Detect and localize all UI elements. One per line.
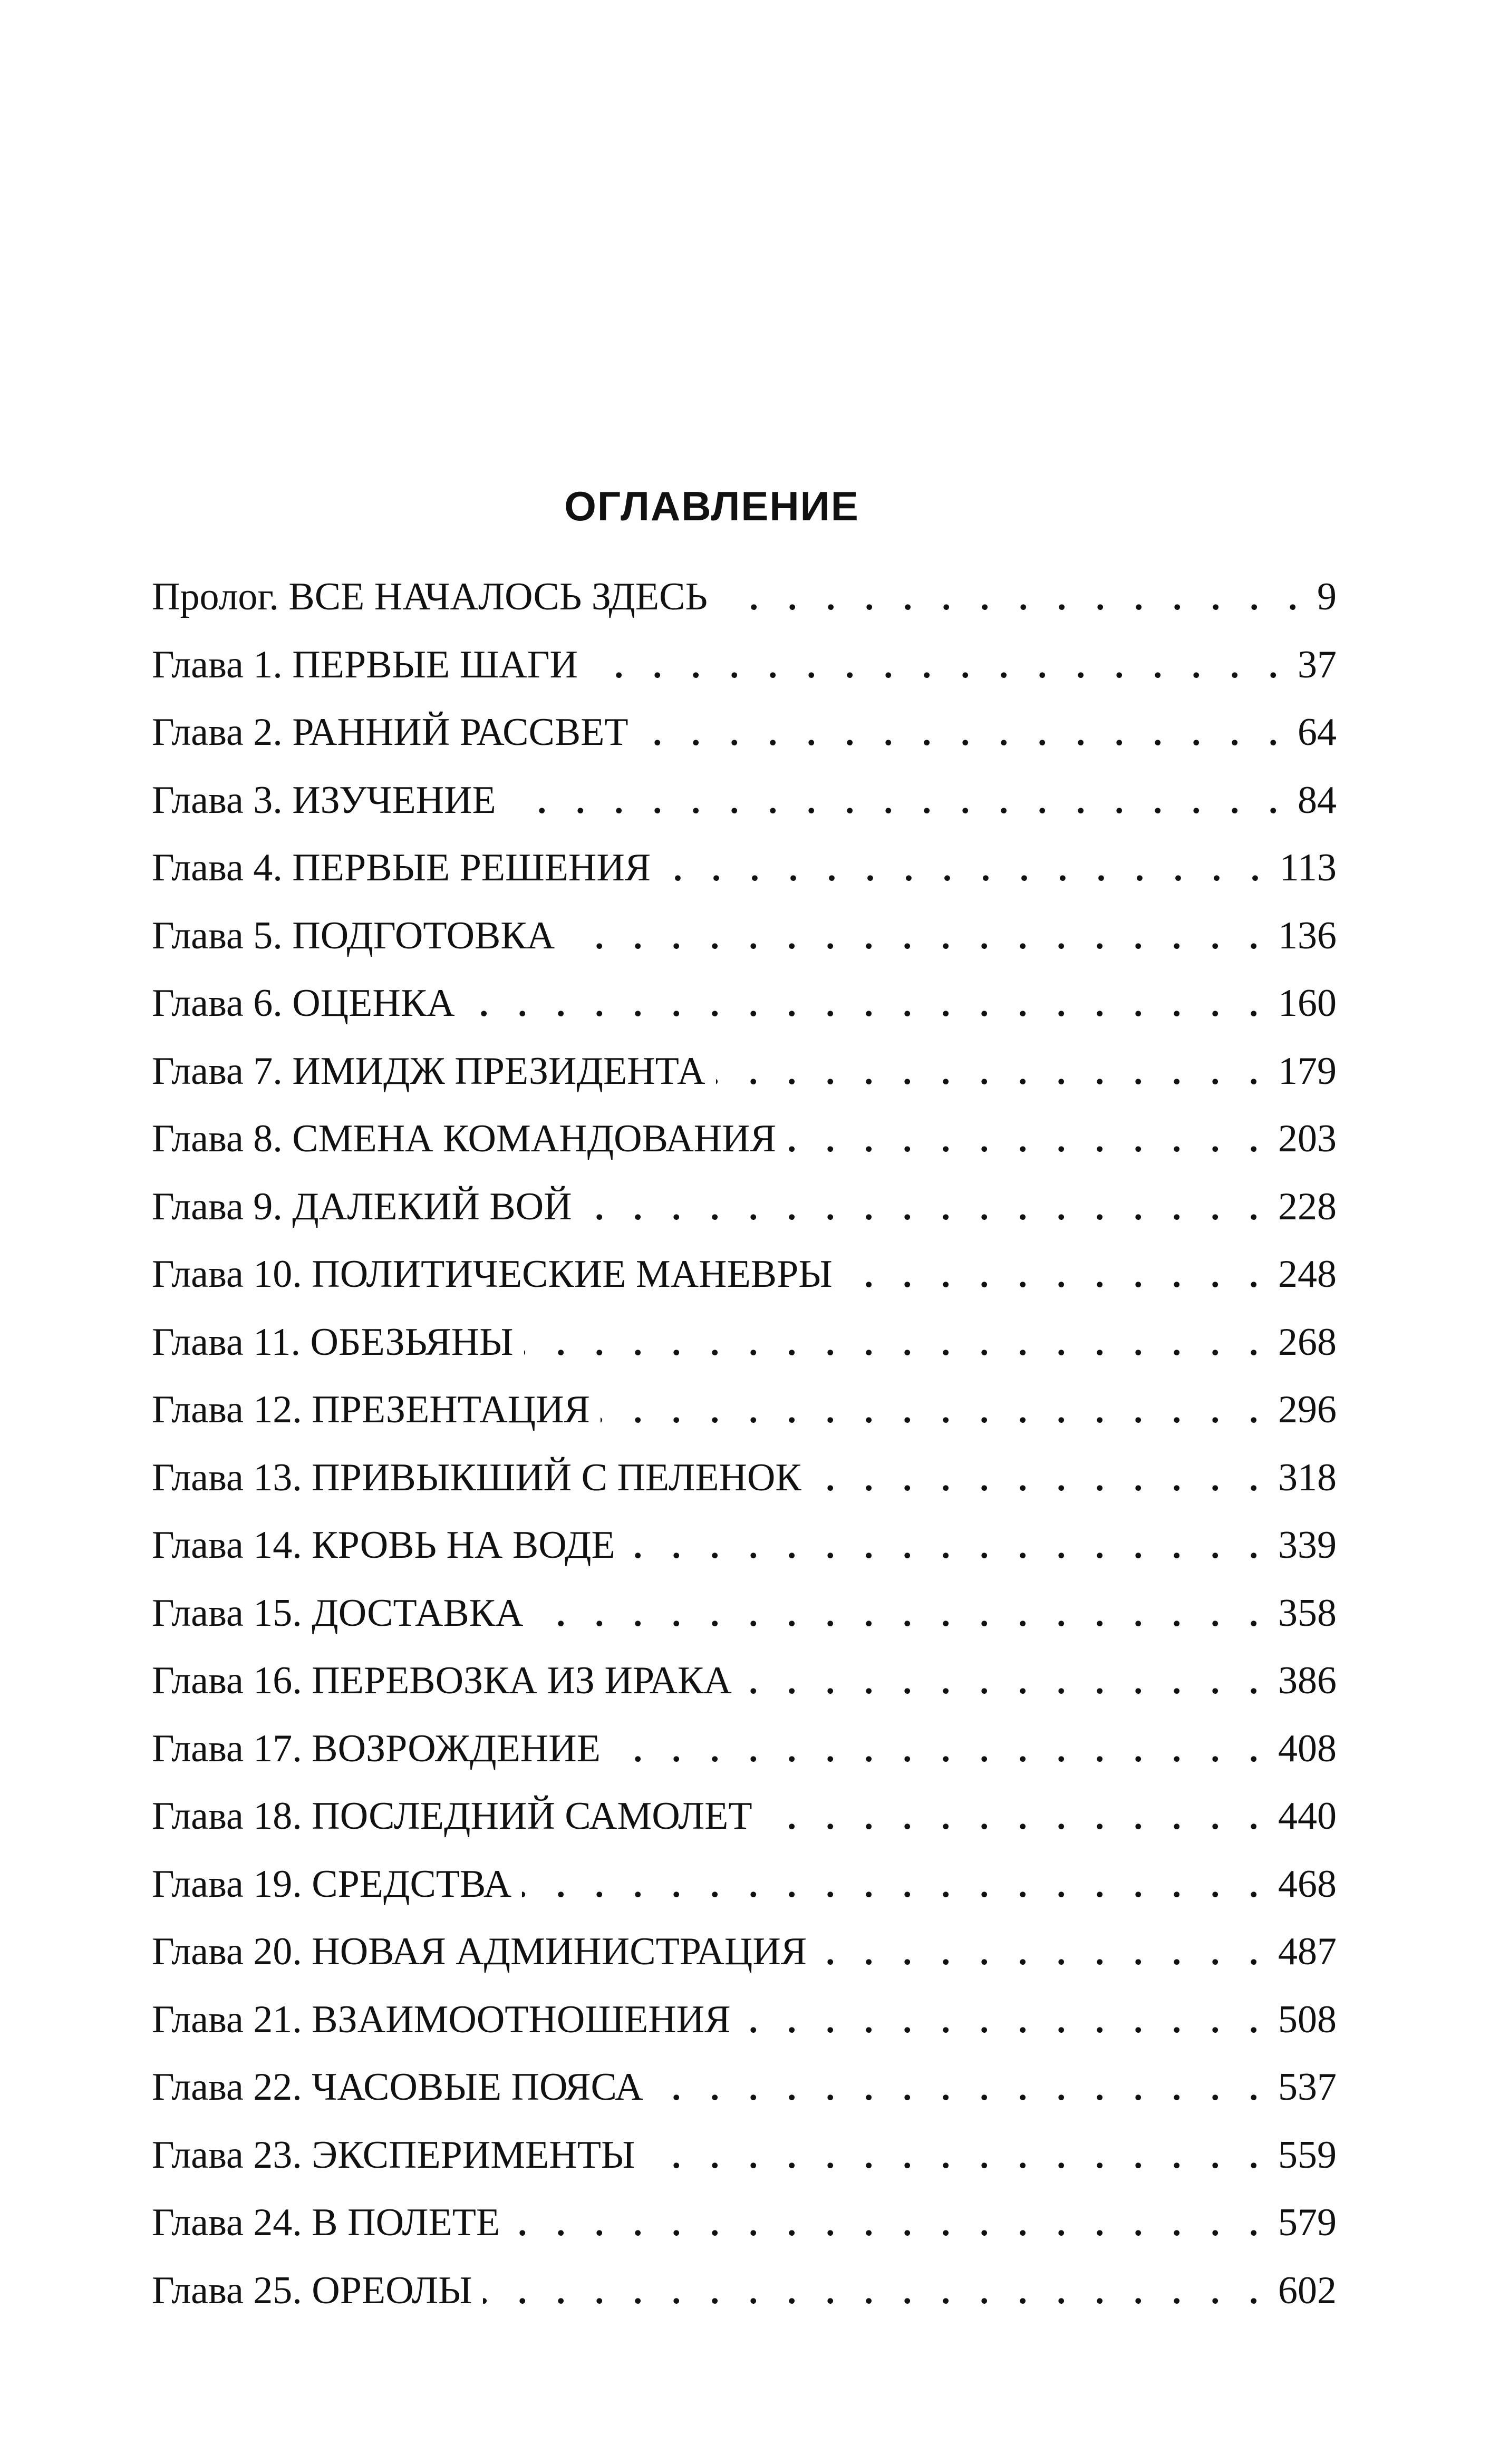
toc-page-number: 508 bbox=[1278, 1997, 1337, 2041]
toc-page-number: 386 bbox=[1278, 1659, 1337, 1702]
toc-entry[interactable] bbox=[152, 1173, 1337, 1241]
dot-leader bbox=[483, 2258, 1269, 2326]
toc-page-number: 537 bbox=[1278, 2065, 1337, 2109]
dot-leader bbox=[534, 1581, 1269, 1649]
toc-page-number: 248 bbox=[1278, 1253, 1337, 1296]
toc-entry-title: Глава 8. СМЕНА КОМАНДОВАНИЯ bbox=[152, 1117, 776, 1160]
dot-leader bbox=[763, 1784, 1269, 1852]
toc-page-number: 487 bbox=[1278, 1930, 1337, 1973]
toc-entry-title: Глава 1. ПЕРВЫЕ ШАГИ bbox=[152, 643, 578, 686]
toc-page-number: 136 bbox=[1278, 914, 1337, 957]
toc-page-number: 468 bbox=[1278, 1862, 1337, 1906]
dot-leader bbox=[741, 1987, 1269, 2055]
toc-entry-title: Глава 3. ИЗУЧЕНИЕ bbox=[152, 778, 496, 822]
toc-page-number: 440 bbox=[1278, 1794, 1337, 1838]
dot-leader bbox=[583, 1175, 1269, 1243]
toc-entry[interactable] bbox=[152, 1715, 1337, 1783]
toc-entry[interactable] bbox=[152, 1308, 1337, 1376]
dot-leader bbox=[611, 1716, 1269, 1784]
dot-leader bbox=[601, 1377, 1269, 1446]
toc-entry[interactable] bbox=[152, 2121, 1337, 2189]
toc-entry-title: Глава 7. ИМИДЖ ПРЕЗИДЕНТА bbox=[152, 1049, 705, 1093]
toc-entry[interactable] bbox=[152, 1105, 1337, 1173]
toc-page-number: 339 bbox=[1278, 1524, 1337, 1567]
dot-leader bbox=[510, 2190, 1269, 2258]
dot-leader bbox=[742, 1648, 1269, 1716]
toc-page-number: 559 bbox=[1278, 2133, 1337, 2177]
page-title: ОГЛАВЛЕНИЕ bbox=[564, 483, 859, 529]
toc-entry[interactable] bbox=[152, 902, 1337, 970]
toc-page-number: 160 bbox=[1278, 982, 1337, 1025]
toc-page-number: 179 bbox=[1278, 1049, 1337, 1093]
toc-entry[interactable] bbox=[152, 1511, 1337, 1579]
dot-leader bbox=[524, 1310, 1269, 1378]
toc-page-number: 9 bbox=[1317, 575, 1337, 618]
dot-leader bbox=[843, 1242, 1269, 1310]
dot-leader bbox=[626, 1513, 1269, 1581]
toc-entry[interactable] bbox=[152, 1918, 1337, 1986]
toc-page-number: 268 bbox=[1278, 1320, 1337, 1364]
toc-page-number: 37 bbox=[1298, 643, 1337, 686]
toc-entry[interactable] bbox=[152, 2053, 1337, 2121]
toc-entry-title: Глава 21. ВЗАИМООТНОШЕНИЯ bbox=[152, 1997, 731, 2041]
toc-page-number: 602 bbox=[1278, 2268, 1337, 2312]
toc-page-number: 358 bbox=[1278, 1591, 1337, 1635]
dot-leader bbox=[661, 836, 1270, 904]
toc-entry-title: Глава 22. ЧАСОВЫЕ ПОЯСА bbox=[152, 2065, 643, 2109]
toc-entry-title: Глава 24. В ПОЛЕТЕ bbox=[152, 2201, 500, 2244]
toc-entry[interactable] bbox=[152, 1782, 1337, 1850]
toc-entry-title: Глава 23. ЭКСПЕРИМЕНТЫ bbox=[152, 2133, 635, 2177]
dot-leader bbox=[654, 2055, 1269, 2123]
dot-leader bbox=[522, 1852, 1269, 1920]
toc-entry-title: Глава 13. ПРИВЫКШИЙ С ПЕЛЕНОК bbox=[152, 1456, 801, 1499]
toc-entry-title: Глава 15. ДОСТАВКА bbox=[152, 1591, 524, 1635]
dot-leader bbox=[645, 2123, 1269, 2191]
toc-page-number: 318 bbox=[1278, 1456, 1337, 1499]
toc-entry-title: Глава 19. СРЕДСТВА bbox=[152, 1862, 512, 1906]
toc-entry-title: Глава 17. ВОЗРОЖДЕНИЕ bbox=[152, 1726, 601, 1770]
table-of-contents bbox=[152, 563, 1337, 2324]
toc-entry-title: Глава 20. НОВАЯ АДМИНИСТРАЦИЯ bbox=[152, 1930, 807, 1973]
dot-leader bbox=[639, 700, 1288, 768]
toc-entry[interactable] bbox=[152, 969, 1337, 1037]
dot-leader bbox=[817, 1919, 1269, 1987]
dot-leader bbox=[466, 971, 1269, 1039]
toc-page-number: 113 bbox=[1279, 846, 1337, 889]
toc-entry[interactable] bbox=[152, 1647, 1337, 1715]
toc-page-number: 228 bbox=[1278, 1185, 1337, 1228]
toc-page-number: 579 bbox=[1278, 2201, 1337, 2244]
toc-entry-title: Глава 6. ОЦЕНКА bbox=[152, 982, 455, 1025]
toc-entry[interactable] bbox=[152, 2257, 1337, 2325]
toc-entry-title: Глава 10. ПОЛИТИЧЕСКИЕ МАНЕВРЫ bbox=[152, 1253, 833, 1296]
toc-entry-title: Глава 14. КРОВЬ НА ВОДЕ bbox=[152, 1524, 615, 1567]
toc-entry[interactable] bbox=[152, 1444, 1337, 1512]
toc-entry[interactable] bbox=[152, 1986, 1337, 2054]
toc-entry[interactable] bbox=[152, 834, 1337, 902]
toc-entry[interactable] bbox=[152, 2189, 1337, 2257]
toc-page-number: 296 bbox=[1278, 1388, 1337, 1431]
toc-entry-title: Глава 16. ПЕРЕВОЗКА ИЗ ИРАКА bbox=[152, 1659, 732, 1702]
toc-entry[interactable] bbox=[152, 699, 1337, 767]
toc-entry[interactable] bbox=[152, 1037, 1337, 1105]
toc-page-number: 84 bbox=[1298, 778, 1337, 822]
toc-entry[interactable] bbox=[152, 767, 1337, 835]
toc-entry[interactable] bbox=[152, 1850, 1337, 1918]
toc-entry-title: Пролог. ВСЕ НАЧАЛОСЬ ЗДЕСЬ bbox=[152, 575, 708, 618]
toc-entry-title: Глава 2. РАННИЙ РАССВЕТ bbox=[152, 711, 628, 754]
toc-entry-title: Глава 5. ПОДГОТОВКА bbox=[152, 914, 555, 957]
toc-entry[interactable] bbox=[152, 1376, 1337, 1444]
dot-leader bbox=[787, 1107, 1269, 1175]
dot-leader bbox=[716, 1039, 1269, 1107]
toc-entry[interactable] bbox=[152, 631, 1337, 699]
dot-leader bbox=[718, 565, 1308, 633]
toc-page-number: 408 bbox=[1278, 1726, 1337, 1770]
toc-entry[interactable] bbox=[152, 1240, 1337, 1308]
toc-page-number: 64 bbox=[1298, 711, 1337, 754]
toc-entry-title: Глава 25. ОРЕОЛЫ bbox=[152, 2268, 472, 2312]
dot-leader bbox=[565, 904, 1269, 972]
toc-entry[interactable] bbox=[152, 563, 1337, 631]
dot-leader bbox=[812, 1446, 1269, 1514]
dot-leader bbox=[507, 768, 1288, 836]
toc-entry-title: Глава 18. ПОСЛЕДНИЙ САМОЛЕТ bbox=[152, 1794, 752, 1838]
toc-entry[interactable] bbox=[152, 1579, 1337, 1647]
toc-entry-title: Глава 12. ПРЕЗЕНТАЦИЯ bbox=[152, 1388, 590, 1431]
toc-entry-title: Глава 9. ДАЛЕКИЙ ВОЙ bbox=[152, 1185, 572, 1228]
dot-leader bbox=[588, 633, 1288, 701]
toc-page-number: 203 bbox=[1278, 1117, 1337, 1160]
toc-entry-title: Глава 11. ОБЕЗЬЯНЫ bbox=[152, 1320, 514, 1364]
toc-entry-title: Глава 4. ПЕРВЫЕ РЕШЕНИЯ bbox=[152, 846, 651, 889]
